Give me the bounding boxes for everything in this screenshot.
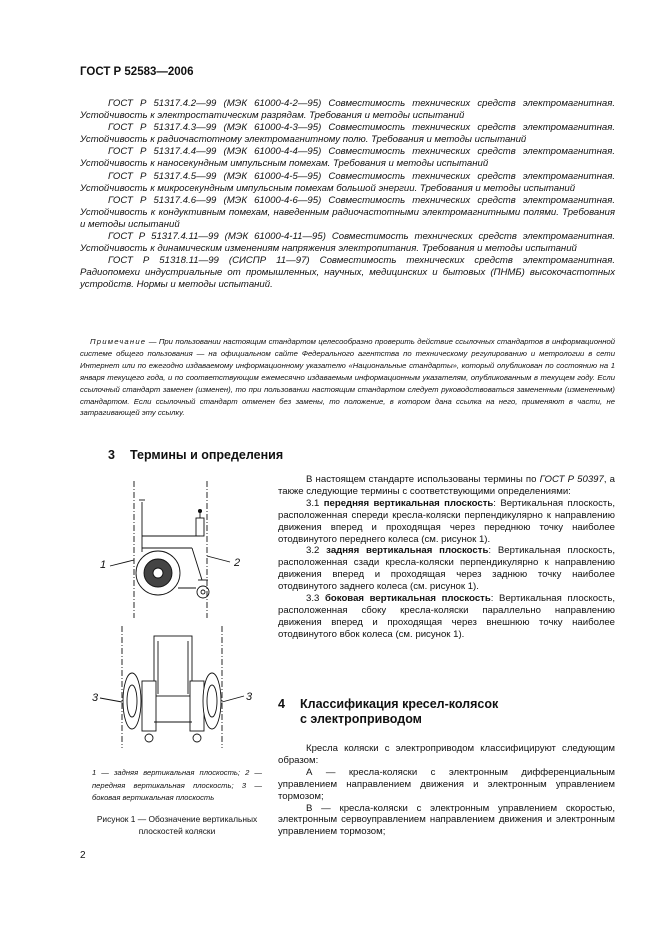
figure-label-2: 2 [234, 557, 241, 569]
backrest-front [154, 636, 192, 696]
left-caster [145, 734, 153, 742]
reference-item: ГОСТ Р 51317.4.2—99 (МЭК 61000-4-2—95) Совместимость технических средств электромагнитная. Устойчивость к электростатическим разрядам. Требования и методы испытаний [80, 98, 615, 122]
leg-support [192, 548, 202, 580]
right-wheel [203, 673, 221, 729]
section-4-body [278, 743, 615, 838]
label-3-leader [222, 696, 244, 702]
section-3-heading [108, 448, 283, 463]
figure-1 [92, 476, 262, 756]
reference-item: ГОСТ Р 51317.4.4—99 (МЭК 61000-4-4—95) Совместимость технических средств электромагнитная. Устойчивость к наносекундным импульсным помехам. Требования и методы испытаний [80, 146, 615, 170]
page-header: ГОСТ Р 52583—2006 [80, 66, 194, 78]
reference-item: ГОСТ Р 51318.11—99 (СИСПР 11—97) Совместимость технических средств электромагнитная. Радиопомехи индустриальные от промышленных, научных, медицинских и бытовых (ПНМБ) высокочастотных устройств. Нормы и методы испытаний. [80, 255, 615, 291]
figure-caption: Рисунок 1 — Обозначение вертикальных плоскостей коляски [96, 814, 258, 837]
section-title-continued: с электроприводом [300, 712, 422, 726]
label-1-leader [110, 560, 134, 566]
classification-item: В — кресла-коляски с электронным управлением скоростью, электронным сервоуправлением направлением движения и электронным управлением тормозом; [278, 802, 615, 838]
section-4-heading [278, 697, 498, 727]
rear-wheel-axle [153, 568, 163, 578]
control-panel [196, 518, 204, 536]
reference-link: ГОСТ Р 50397 [539, 474, 604, 485]
section-number: 3 [108, 448, 115, 462]
label-3-leader [100, 698, 122, 702]
page-number: 2 [80, 850, 86, 861]
figure-label-3: 3 [246, 691, 253, 703]
term-name: боковая вертикальная плоскость [324, 593, 491, 605]
reference-item: ГОСТ Р 51317.4.5—99 (МЭК 61000-4-5—95) Совместимость технических средств электромагнитная. Устойчивость к микросекундным импульсным помехам большой энергии. Требования и методы испытаний [80, 170, 615, 194]
right-frame [190, 681, 204, 731]
term-definition: 3.1 передняя вертикальная плоскость: Вертикальная плоскость, расположенная спереди кресла-коляски перпендикулярно к направлению движения вперед и проходящая через переднюю точку наиболее отодвинутого переднего колеса (см. рисунок 1). [278, 497, 615, 545]
note-text: — При пользовании настоящим стандартом целесообразно проверить действие ссылочных стандартов в информационной системе общего пользования — на официальном сайте Федерального агентства по техническому регулированию и метрологии в сети Интернет или по ежегодно издаваемому информационному указателю «Национальные стандарты», который опубликован по состоянию на 1 января текущего года, и по соответствующим ежемесячно издаваемым информационным указателям, опубликованным в текущем году. Если ссылочный стандарт заменен (изменен), то при пользовании настоящим стандартом следует руководствоваться замененным (измененным) стандартом. Если ссылочный стандарт отменен без замены, то положение, в котором дана ссылка на него, применяют в части, не затрагивающей эту ссылку. [80, 337, 615, 418]
section-3-body [278, 474, 615, 641]
term-definition: 3.3 боковая вертикальная плоскость: Вертикальная плоскость, расположенная сбоку кресла-коляски параллельно направлению движения вперед и проходящая через внешнюю точку наиболее отодвинутого вбок колеса (см. рисунок 1). [278, 593, 615, 640]
figure-label-1: 1 [100, 559, 107, 571]
classification-item: А — кресла-коляски с электронным дифференциальным управлением направлением движения и электронным управлением тормозом; [278, 766, 615, 802]
reference-item: ГОСТ Р 51317.4.3—99 (МЭК 61000-4-3—95) Совместимость технических средств электромагнитная. Устойчивость к радиочастотному электромагнитному полю. Требования и методы испытаний [80, 122, 615, 146]
intro-paragraph: Кресла коляски с электроприводом классифицируют следующим образом: [278, 743, 615, 766]
reference-item: ГОСТ Р 51317.4.6—99 (МЭК 61000-4-6—95) Совместимость технических средств электромагнитная. Устойчивость к кондуктивным помехам, наведенным радиочастотными электромагнитными полями. Требования и методы испытаний [80, 194, 615, 230]
left-frame [142, 681, 156, 731]
normative-references [80, 98, 615, 292]
reference-item: ГОСТ Р 51317.4.11—99 (МЭК 61000-4-11—95) Совместимость технических средств электромагнитная. Устойчивость к динамическим изменениям напряжения электропитания. Требования и методы испытаний [80, 231, 615, 255]
right-caster [193, 734, 201, 742]
term-definition: 3.2 задняя вертикальная плоскость: Вертикальная плоскость, расположенная сзади кресла-коляски перпендикулярно к направлению движения вперед и проходящая через заднюю точку наиболее отодвинутого заднего колеса (см. рисунок 1). [278, 545, 615, 593]
left-wheel [123, 673, 141, 729]
section-number: 4 [278, 697, 285, 711]
figure-legend: 1 — задняя вертикальная плоскость; 2 — передняя вертикальная плоскость; 3 — боковая вертикальная плоскость [92, 768, 262, 803]
note-paragraph [80, 336, 615, 419]
term-name: задняя вертикальная плоскость [326, 545, 489, 557]
caster-axle [201, 590, 205, 594]
intro-paragraph: В настоящем стандарте использованы термины по ГОСТ Р 50397, а также следующие термины с соответствующими определениями: [278, 474, 615, 497]
wheelchair-drawing [92, 476, 262, 756]
note-label: Примечание [90, 337, 147, 346]
term-name: передняя вертикальная плоскость [323, 497, 494, 509]
label-2-leader [207, 556, 230, 562]
joystick-knob [198, 509, 201, 512]
section-title: Классификация кресел-колясок [300, 697, 499, 711]
section-title: Термины и определения [130, 448, 284, 462]
figure-label-3: 3 [92, 692, 99, 704]
